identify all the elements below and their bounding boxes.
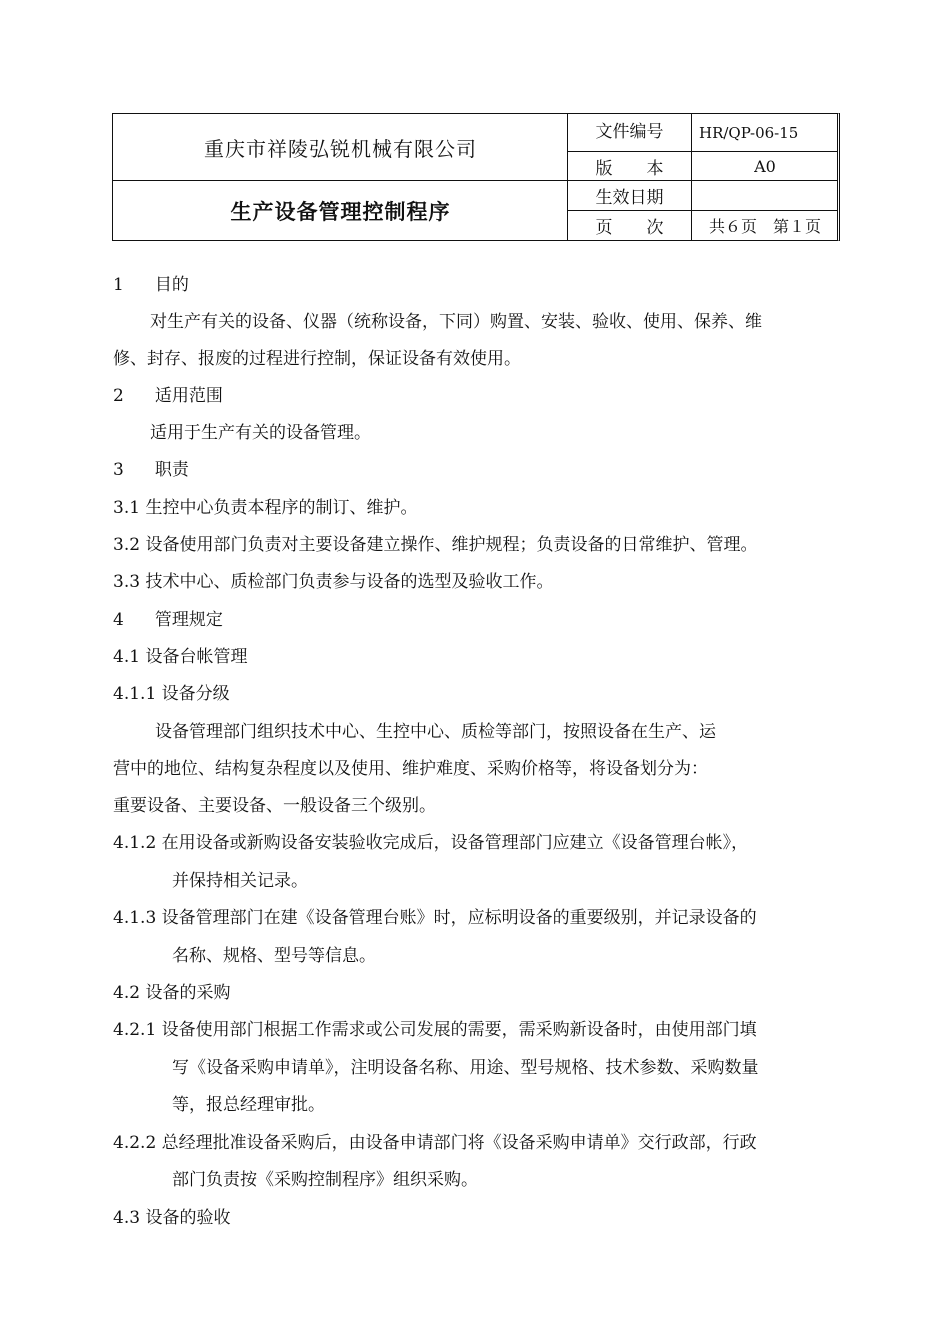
paragraph-line: 设备管理部门组织技术中心、生控中心、质检等部门，按照设备在生产、运 — [155, 722, 716, 742]
clause-4-1-3: 4.1.3 设备管理部门在建《设备管理台账》时，应标明设备的重要级别，并记录设备的 — [113, 908, 757, 928]
document-title: 生产设备管理控制程序 — [230, 200, 451, 224]
effective-date-label: 生效日期 — [595, 188, 664, 208]
paragraph-line: 营中的地位、结构复杂程度以及使用、维护难度、采购价格等，将设备划分为： — [113, 759, 708, 779]
paragraph-line: 修、封存、报废的过程进行控制，保证设备有效使用。 — [113, 349, 521, 369]
clause-4-2-1: 4.2.1 设备使用部门根据工作需求或公司发展的需要，需采购新设备时，由使用部门填 — [113, 1020, 757, 1040]
section-number: 3 — [113, 460, 124, 480]
clause-3-1: 3.1 生控中心负责本程序的制订、维护。 — [113, 498, 418, 518]
page-count: 共６页 第１页 — [708, 217, 821, 236]
header-table — [112, 113, 840, 241]
section-title: 管理规定 — [154, 610, 223, 630]
section-number: 2 — [113, 386, 124, 406]
clause-continuation: 等，报总经理审批。 — [172, 1095, 325, 1115]
clause-continuation: 并保持相关记录。 — [172, 871, 308, 891]
clause-4-1: 4.1 设备台帐管理 — [113, 647, 248, 667]
version-value: A0 — [754, 156, 776, 176]
company-name: 重庆市祥陵弘锐机械有限公司 — [204, 137, 477, 161]
section-title: 目的 — [154, 275, 189, 295]
clause-3-2: 3.2 设备使用部门负责对主要设备建立操作、维护规程；负责设备的日常维护、管理。 — [113, 535, 758, 555]
effective-date-value — [692, 181, 838, 210]
paragraph-line: 重要设备、主要设备、一般设备三个级别。 — [113, 796, 436, 816]
version-label: 版 本 — [595, 158, 664, 179]
clause-4-3: 4.3 设备的验收 — [113, 1208, 231, 1228]
clause-4-2: 4.2 设备的采购 — [113, 983, 231, 1003]
section-1-heading — [113, 275, 189, 295]
clause-4-2-2: 4.2.2 总经理批准设备采购后，由设备申请部门将《设备采购申请单》交行政部，行政 — [113, 1133, 757, 1153]
section-2-heading — [113, 386, 223, 406]
doc-no-value: HR/QP-06-15 — [699, 124, 799, 142]
doc-no-label: 文件编号 — [595, 121, 664, 142]
clause-continuation: 名称、规格、型号等信息。 — [172, 946, 376, 966]
clause-continuation: 部门负责按《采购控制程序》组织采购。 — [172, 1170, 478, 1190]
paragraph-line: 对生产有关的设备、仪器（统称设备，下同）购置、安装、验收、使用、保养、维 — [150, 312, 762, 332]
clause-continuation: 写《设备采购申请单》，注明设备名称、用途、型号规格、技术参数、采购数量 — [172, 1058, 759, 1078]
page-label: 页 次 — [595, 218, 664, 238]
clause-4-1-2: 4.1.2 在用设备或新购设备安装验收完成后，设备管理部门应建立《设备管理台帐》， — [113, 833, 749, 853]
section-title: 适用范围 — [154, 386, 223, 406]
clause-4-1-1: 4.1.1 设备分级 — [113, 684, 230, 704]
section-4-heading — [113, 610, 223, 630]
section-number: 4 — [113, 610, 124, 630]
clause-3-3: 3.3 技术中心、质检部门负责参与设备的选型及验收工作。 — [113, 572, 554, 592]
section-3-heading — [113, 460, 189, 480]
paragraph-line: 适用于生产有关的设备管理。 — [150, 423, 371, 443]
section-title: 职责 — [154, 460, 189, 480]
section-number: 1 — [113, 275, 124, 295]
